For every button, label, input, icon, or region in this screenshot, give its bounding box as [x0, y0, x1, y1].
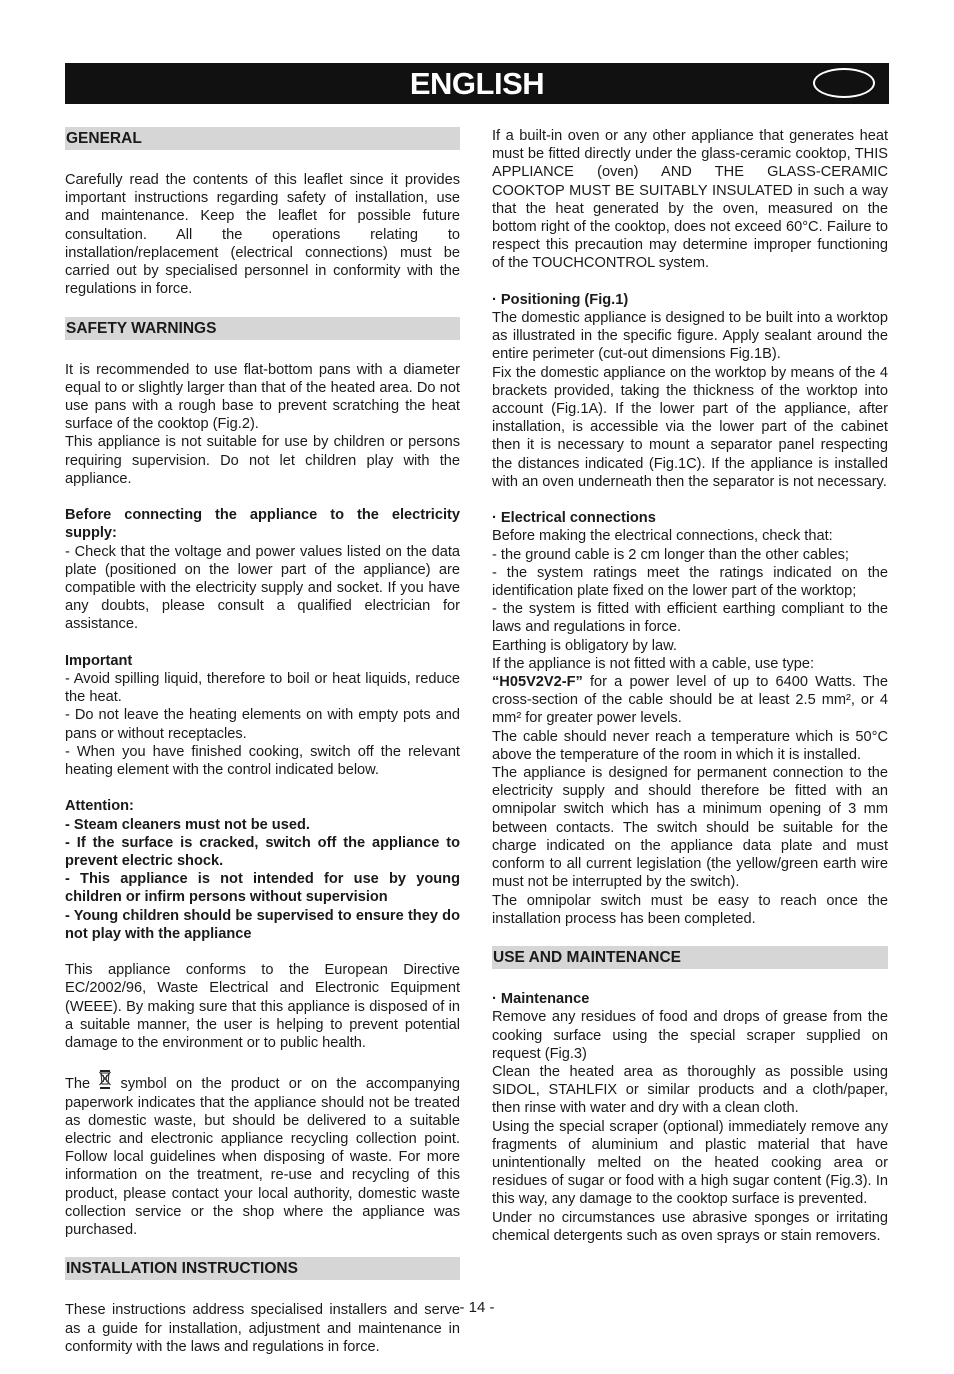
maintenance-paragraph-1: Remove any residues of food and drops of grease from the cooking surface using the special scraper supplied on request (Fig.3)	[492, 1009, 888, 1062]
safety-paragraph-2: This appliance is not suitable for use by children or persons requiring supervision. Do not let children play with the appliance.	[65, 434, 460, 487]
section-heading-use-maintenance: USE AND MAINTENANCE	[492, 946, 888, 969]
language-banner	[65, 63, 889, 104]
weee-text: This appliance conforms to the European Directive EC/2002/96, Waste Electrical and Electronic Equipment (WEEE). By making sure that this appliance is disposed of in a suitable manner, the user is helping to prevent potential damage to the environment or to public health.	[65, 962, 460, 1052]
electrical-line-2: - the ground cable is 2 cm longer than the other cables;	[492, 546, 849, 563]
left-column	[65, 127, 460, 1374]
electrical-line-9: The appliance is designed for permanent connection to the electricity supply and should therefore be fitted with an omnipolar switch which has a minimum opening of 3 mm between contacts. The switch should be suitable for the charge indicated on the appliance data plate and must conform to all current legislation (the yellow/green earth wire must not be interrupted by the switch).	[492, 765, 888, 891]
electrical-line-4: - the system is fitted with efficient earthing compliant to the laws and regulations in force.	[492, 601, 888, 636]
maintenance-paragraph-3: Using the special scraper (optional) immediately remove any fragments of aluminium and plastic material that have unintentionally melted on the heated cooking area or residues of sugar or food with a high sugar content (Fig.3). In this way, any damage to the cooktop surface is prevented.	[492, 1118, 888, 1208]
maintenance-paragraph-4: Under no circumstances use abrasive sponges or irritating chemical detergents such as oven sprays or stain removers.	[492, 1209, 888, 1244]
general-text: Carefully read the contents of this leaflet since it provides important instructions regarding safety of installation, use and maintenance. Keep the leaflet for possible future consultation. All the operations relating to installation/replacement (electrical connections) must be carried out by specialised personnel in conformity with the regulations in force.	[65, 172, 460, 298]
oven-insulation-text: If a built-in oven or any other appliance that generates heat must be fitted directly under the glass-ceramic cooktop, THIS APPLIANCE (oven) AND THE GLASS-CERAMIC COOKTOP MUST BE SUITABLY INSULATED in such a way that the heat generated by the oven, measured on the bottom right of the cooktop, does not exceed 60°C. Failure to respect this precaution may determine improper functioning of the TOUCHCONTROL system.	[492, 128, 888, 272]
important-item-2: - Do not leave the heating elements on with empty pots and pans or without receptacles.	[65, 707, 460, 742]
right-column	[492, 127, 888, 1245]
section-heading-safety: SAFETY WARNINGS	[65, 317, 460, 340]
page-number: - 14 -	[459, 1299, 495, 1316]
electrical-line-8: The cable should never reach a temperature which is 50°C above the temperature of the room in which it is installed.	[492, 728, 888, 763]
positioning-paragraph-1: The domestic appliance is designed to be built into a worktop as illustrated in the specific figure. Apply sealant around the entire perimeter (cut-out dimensions Fig.1B).	[492, 310, 888, 363]
maintenance-title: · Maintenance	[492, 991, 590, 1008]
maintenance-paragraph-2: Clean the heated area as thoroughly as possible using SIDOL, STAHLFIX or similar products and a cloth/paper, then rinse with water and dry with a clean cloth.	[492, 1063, 888, 1117]
positioning-title: · Positioning (Fig.1)	[492, 291, 629, 308]
attention-item-3: - This appliance is not intended for use by young children or infirm persons without supervision	[65, 871, 460, 906]
attention-title: Attention:	[65, 798, 134, 815]
section-heading-installation: INSTALLATION INSTRUCTIONS	[65, 1257, 460, 1280]
safety-paragraph-1: It is recommended to use flat-bottom pans with a diameter equal to or slightly larger than that of the heated area. Do not use pans with a rough base to prevent scratching the heat surface of the cooktop (Fig.2).	[65, 361, 460, 433]
attention-item-2: - If the surface is cracked, switch off the appliance to prevent electric shock.	[65, 834, 460, 870]
electrical-line-10: The omnipolar switch must be easy to reach once the installation process has been completed.	[492, 892, 888, 927]
before-connecting-text: - Check that the voltage and power values listed on the data plate (positioned on the lower part of the appliance) are compatible with the electricity supply and socket. If you have any doubts, please consult a qualified electrician for assistance.	[65, 543, 460, 633]
attention-item-4: - Young children should be supervised to ensure they do not play with the appliance	[65, 907, 460, 942]
before-connecting-title: Before connecting the appliance to the electricity supply:	[65, 507, 460, 542]
important-item-1: - Avoid spilling liquid, therefore to boil or heat liquids, reduce the heat.	[65, 671, 460, 706]
installation-text: These instructions address specialised installers and serve as a guide for installation, adjustment and maintenance in conformity with the laws and regulations in force.	[65, 1302, 460, 1355]
electrical-line-3: - the system ratings meet the ratings indicated on the identification plate fixed on the lower part of the worktop;	[492, 564, 888, 600]
electrical-line-6: If the appliance is not fitted with a cable, use type:	[492, 655, 815, 672]
section-heading-general: GENERAL	[65, 127, 460, 150]
electrical-line-1: Before making the electrical connections, check that:	[492, 528, 833, 545]
important-item-3: - When you have finished cooking, switch off the relevant heating element with the control indicated below.	[65, 743, 460, 779]
attention-item-1: - Steam cleaners must not be used.	[65, 816, 310, 833]
positioning-paragraph-2: Fix the domestic appliance on the worktop by means of the 4 brackets provided, taking the thickness of the worktop into account (Fig.1A). If the lower part of the appliance, after installation, is accessible via the lower part of the cabinet then it is necessary to mount a separator panel respecting the distances indicated (Fig.1C). If the appliance is installed with an oven underneath then the separator is not necessary.	[492, 364, 888, 490]
banner-title: ENGLISH	[409, 66, 545, 101]
language-code-oval	[813, 68, 875, 98]
important-title: Important	[65, 652, 133, 669]
crossed-bin-icon	[99, 1070, 111, 1090]
electrical-line-5: Earthing is obligatory by law.	[492, 637, 677, 654]
weee-symbol-text: The symbol on the product or on the accompanying paperwork indicates that the appliance should not be treated as domestic waste, but should be delivered to a suitable electric and electronic appliance recycling collection point. Follow local guidelines when disposing of waste. For more information on the treatment, re-use and recycling of this product, please contact your local authority, domestic waste collection service or the shop where the appliance was purchased.	[65, 1070, 460, 1239]
electrical-title: · Electrical connections	[492, 510, 656, 527]
electrical-cable-spec: “H05V2V2-F” for a power level of up to 6400 Watts. The cross-section of the cable should be at least 2.5 mm², or 4 mm² for greater power levels.	[492, 674, 888, 727]
